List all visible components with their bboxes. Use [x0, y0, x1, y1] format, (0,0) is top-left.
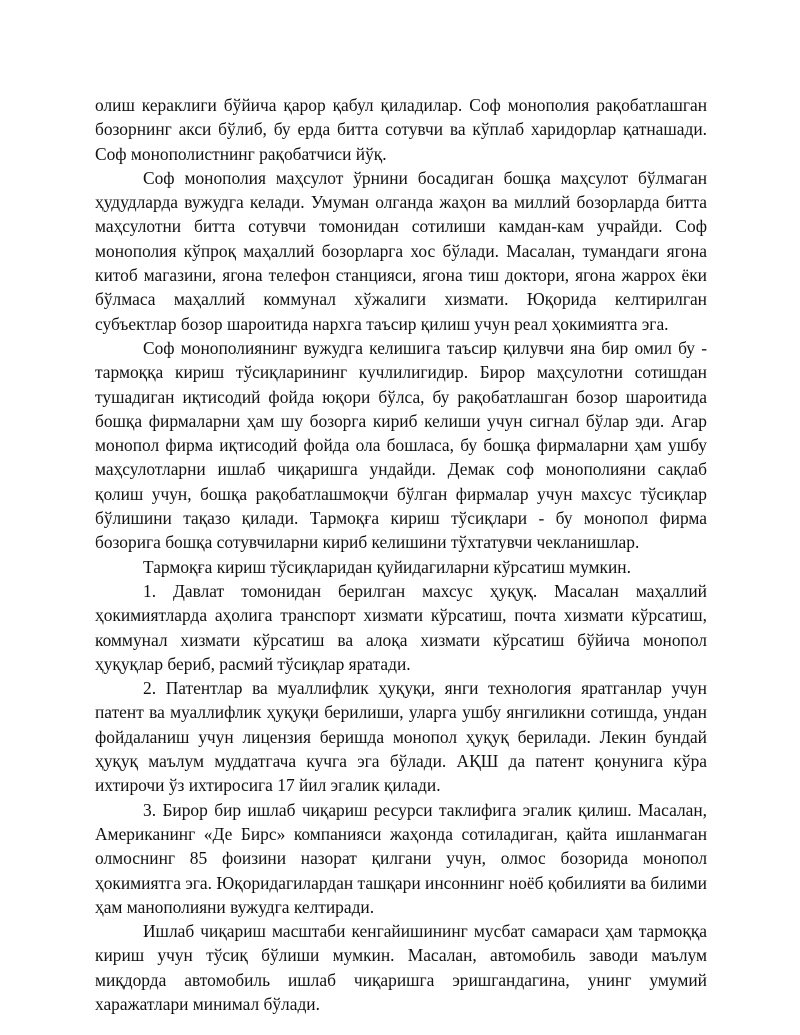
document-page — [95, 93, 707, 1016]
paragraph-continuation: олиш кераклиги бўйича қарор қабул қиладилар. Соф монополия рақобатлашган бозорнинг акси бўлиб, бу ерда битта сотувчи ва кўплаб харидорлар қатнашади. Соф монополистнинг рақобатчиси йўқ. — [95, 95, 707, 164]
list-item-3: 3. Бирор бир ишлаб чиқариш ресурси таклифига эгалик қилиш. Масалан, Американинг «Де Бирс» компанияси жаҳонда сотиладиган, қайта ишланмаган олмоснинг 85 фоизини назорат қилгани учун, олмос бозорида монопол ҳокимиятга эга. Юқоридагилардан ташқари инсоннинг ноёб қобилияти ва билими ҳам манополияни вужудга келтиради. — [95, 799, 707, 917]
paragraph-entry-barriers: Соф монополиянинг вужудга келишига таъсир қилувчи яна бир омил бу - тармоққа кириш тўсиқларининг кучлилигидир. Бирор маҳсулотни сотишдан тушадиган иқтисодий фойда юқори бўлса, бу рақобатлашган бозор шароитида бошқа фирмаларни ҳам шу бозорга кириб келиши учун сигнал бўлар эди. Агар монопол фирма иқтисодий фойда ола бошласа, бу бошқа фирмаларни ҳам ушбу маҳсулотларни ишлаб чиқаришга ундайди. Демак соф монополияни сақлаб қолиш учун, бошқа рақобатлашмоқчи бўлган фирмалар учун махсус тўсиқлар бўлишини тақазо қилади. Тармоқға кириш тўсиқлари - бу монопол фирма бозорига бошқа сотувчиларни кириб келишини тўхтатувчи чекланишлар. — [95, 337, 707, 553]
list-item-1: 1. Давлат томонидан берилган махсус ҳуқуқ. Масалан маҳаллий ҳокимиятларда аҳолига транспорт хизмати кўрсатиш, почта хизмати кўрсатиш, коммунал хизмати кўрсатиш ва алоқа хизмати кўрсатиш бўйича монопол ҳуқуқлар бериб, расмий тўсиқлар яратади. — [95, 580, 707, 674]
list-item-2: 2. Патентлар ва муаллифлик ҳуқуқи, янги технология яратганлар учун патент ва муаллифлик ҳуқуқи берилиши, уларга ушбу янгиликни сотишда, ундан фойдаланиш учун лицензия беришда монопол ҳуқуқ берилади. Лекин бундай ҳуқуқ маълум муддатгача кучга эга бўлади. АҚШ да патент қонунига кўра ихтирочи ўз ихтиросига 17 йил эгалик қилади. — [95, 678, 707, 796]
paragraph-economies-of-scale: Ишлаб чиқариш масштаби кенгайишининг мусбат самараси ҳам тармоққа кириш учун тўсиқ бўлиши мумкин. Масалан, автомобиль заводи маълум миқдорда автомобиль ишлаб чиқаришга эришгандагина, унинг умумий харажатлари минимал бўлади. — [95, 921, 707, 1014]
paragraph-barriers-intro: Тармоқға кириш тўсиқларидан қуйидагиларни кўрсатиш мумкин. — [143, 556, 631, 577]
paragraph-pure-monopoly: Соф монополия маҳсулот ўрнини босадиган бошқа маҳсулот бўлмаган ҳудудларда вужудга келади. Умуман олганда жаҳон ва миллий бозорларда битта маҳсулотни битта сотувчи томонидан сотилиши камдан-кам учрайди. Соф монополия кўпроқ маҳаллий бозорларга хос бўлади. Масалан, тумандаги ягона китоб магазини, ягона телефон станцияси, ягона тиш доктори, ягона жаррох ёки бўлмаса маҳаллий коммунал хўжалиги хизмати. Юқорида келтирилган субъектлар бозор шароитида нархга таъсир қилиш учун реал ҳокимиятга эга. — [95, 167, 707, 334]
